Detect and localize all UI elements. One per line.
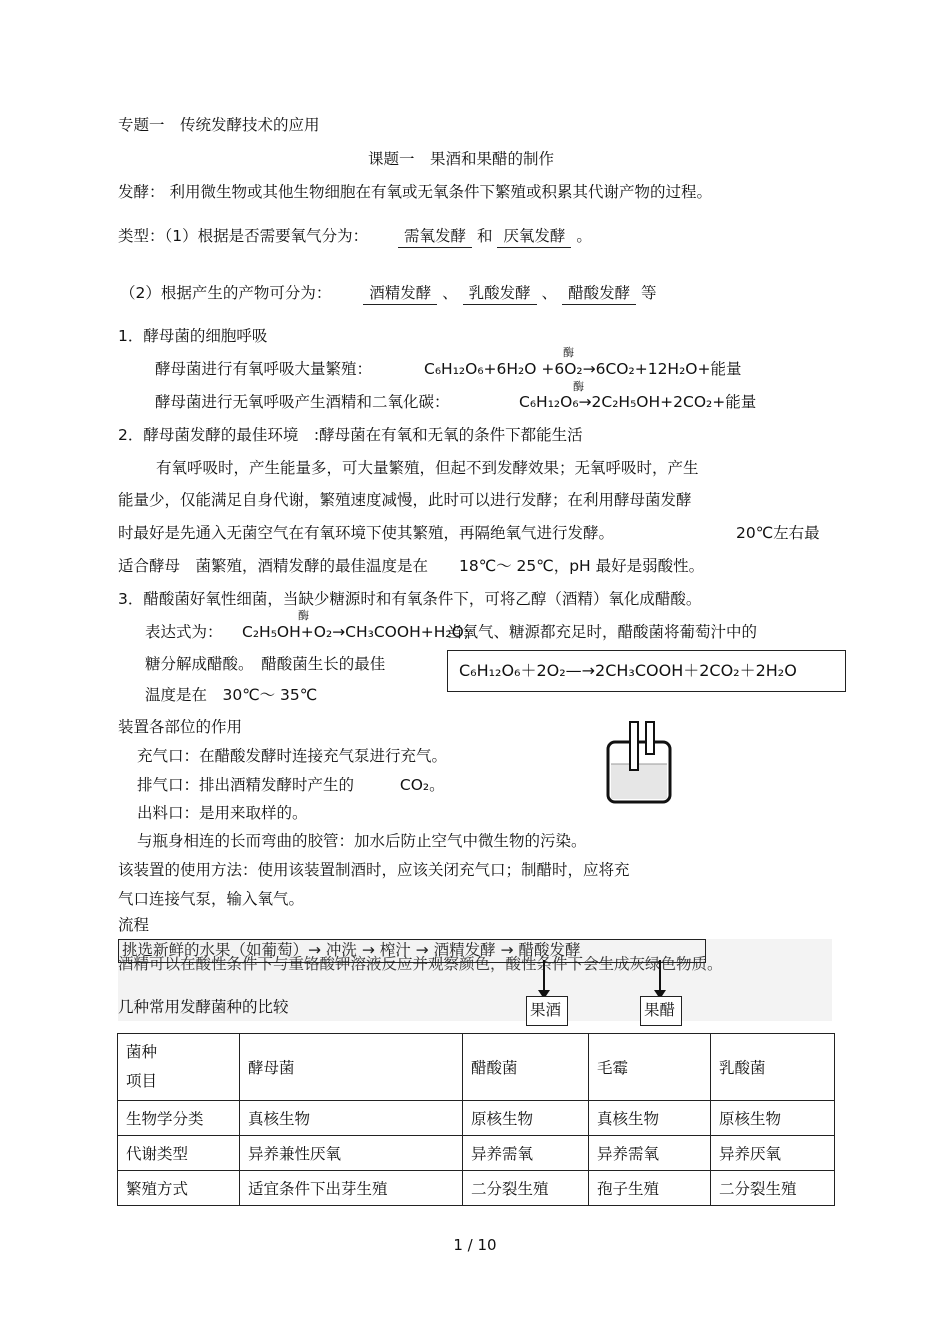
alcohol-fill: 酒精发酵 [363,284,437,305]
section-2-heading: 2．酵母菌发酵的最佳环境 :酵母菌在有氧和无氧的条件下都能生活 [118,426,583,444]
comparison-table [117,1033,835,1206]
device-heading: 装置各部位的作用 [118,718,243,736]
flow-arrows [500,960,700,1000]
types-line-1 [118,227,592,248]
types-prefix-2: （2）根据产生的产物可分为： [120,284,332,302]
device-usage-1: 该装置的使用方法：使用该装置制酒时，应该关闭充气口；制醋时，应将充 [118,861,630,879]
table-cell: 孢子生殖 [589,1171,711,1206]
row-label: 代谢类型 [118,1136,240,1171]
expr-tail: 当氧气、糖源都充足时，醋酸菌将葡萄汁中的 [447,623,758,641]
vinegar-box [640,996,682,1026]
corner-bottom: 项目 [126,1072,158,1090]
s2-para-3: 时最好是先通入无菌空气在有氧环境下使其繁殖，再隔绝氧气进行发酵。 [118,524,615,542]
anaerobic-equation: C₆H₁₂O₆→2C₂H₅OH+2CO₂+能量 [519,393,757,411]
table-cell: 异养兼性厌氧 [240,1136,463,1171]
table-cell: 适宜条件下出芽生殖 [240,1171,463,1206]
expr-label: 表达式为： [145,623,223,641]
etc-text: 等 [641,284,657,302]
section-3-heading: 3．醋酸菌好氧性细菌，当缺少糖源时和有氧条件下，可将乙醇（酒精）氧化成醋酸。 [118,590,702,608]
ferment-label: 发酵： [118,183,165,201]
header-yeast: 酵母菌 [240,1034,463,1101]
enzyme-label-1: 酶 [563,346,574,359]
table-cell: 原核生物 [463,1101,589,1136]
aerobic-label: 酵母菌进行有氧呼吸大量繁殖： [155,360,373,378]
period: 。 [576,227,592,245]
table-cell: 二分裂生殖 [463,1171,589,1206]
lactic-fill: 乳酸发酵 [463,284,537,305]
table-row [118,1171,835,1206]
s2-para-3-tail: 20℃左右最 [736,524,820,542]
table-cell: 异养厌氧 [711,1136,835,1171]
ferment-definition [118,183,712,202]
table-cell: 异养需氧 [463,1136,589,1171]
types-prefix: 类型：（1）根据是否需要氧气分为： [118,227,369,245]
header-mucor: 毛霉 [589,1034,711,1101]
ferment-text: 利用微生物或其他生物细胞在有氧或无氧条件下繁殖或积累其代谢产物的过程。 [169,183,712,201]
table-row [118,1136,835,1171]
wine-box [526,996,568,1026]
flow-steps: 挑选新鲜的水果（如葡萄）→ 冲洗 → 榨汁 → 酒精发酵 → 醋酸发酵 [122,941,581,959]
section-1-heading: 1．酵母菌的细胞呼吸 [118,327,268,345]
table-row [118,1101,835,1136]
and-text: 和 [476,227,493,245]
device-outlet-text: 排气口：排出酒精发酵时产生的 [137,776,355,794]
fermentation-bottle-icon [604,716,676,806]
enzyme-label-2: 酶 [573,380,584,393]
vinegar-label: 果醋 [644,1001,676,1019]
table-cell: 二分裂生殖 [711,1171,835,1206]
device-outlet-co2: CO₂。 [399,776,445,794]
corner-top: 菌种 [126,1042,158,1061]
device-tube: 与瓶身相连的长而弯曲的胶管：加水后防止空气中微生物的污染。 [137,832,587,850]
acetic-equation-box [447,650,846,692]
compare-title: 几种常用发酵菌种的比较 [118,998,289,1016]
device-usage-2: 气口连接气泵，输入氧气。 [118,890,305,908]
s2-para-2: 能量少，仅能满足自身代谢，繁殖速度减慢，此时可以进行发酵；在利用酵母菌发酵 [118,491,692,509]
anaerobic-label: 酵母菌进行无氧呼吸产生酒精和二氧化碳： [155,393,450,411]
types-line-2 [120,284,657,305]
header-lactobacillus: 乳酸菌 [711,1034,835,1101]
flow-label: 流程 [118,916,150,934]
expr-equation: C₂H₅OH+O₂→CH₃COOH+H₂O; [242,623,469,641]
anaerobic-fill: 厌氧发酵 [497,227,571,248]
table-corner-cell [118,1034,240,1101]
acetic-fill: 醋酸发酵 [562,284,636,305]
table-cell: 真核生物 [589,1101,711,1136]
s3-line-3: 温度是在 30℃～ 35℃ [145,686,318,704]
table-cell: 异养需氧 [589,1136,711,1171]
lesson-title: 课题一 果酒和果醋的制作 [368,150,555,168]
topic-title: 专题一 传统发酵技术的应用 [118,116,320,134]
s2-para-1: 有氧呼吸时，产生能量多，可大量繁殖，但起不到发酵效果；无氧呼吸时，产生 [156,459,699,477]
sep-1: 、 [442,284,458,302]
s2-para-4: 适合酵母 菌繁殖，酒精发酵的最佳温度是在 18℃～ 25℃，pH 最好是弱酸性。 [118,557,705,575]
table-cell: 原核生物 [711,1101,835,1136]
device-outlet [137,776,445,795]
row-label: 繁殖方式 [118,1171,240,1206]
flow-overlay-text: 酒精可以在酸性条件下与重铬酸钾溶液反应并观察颜色，酸性条件下会生成灰绿色物质。 [118,955,723,973]
table-cell: 真核生物 [240,1101,463,1136]
enzyme-label-3: 酶 [298,609,309,622]
header-acetobacter: 醋酸菌 [463,1034,589,1101]
s3-line-2: 糖分解成醋酸。 醋酸菌生长的最佳 [145,655,386,673]
aerobic-equation: C₆H₁₂O₆+6H₂O +6O₂→6CO₂+12H₂O+能量 [424,360,742,378]
device-sample: 出料口：是用来取样的。 [137,804,308,822]
sep-2: 、 [541,284,558,302]
page-number: 1 / 10 [453,1236,497,1254]
device-inlet: 充气口：在醋酸发酵时连接充气泵进行充气。 [137,747,448,765]
aerobic-fill: 需氧发酵 [398,227,472,248]
row-label: 生物学分类 [118,1101,240,1136]
acetic-equation: C₆H₁₂O₆＋2O₂—→2CH₃COOH＋2CO₂＋2H₂O [459,661,797,680]
wine-label: 果酒 [530,1001,562,1019]
table-header-row [118,1034,835,1101]
